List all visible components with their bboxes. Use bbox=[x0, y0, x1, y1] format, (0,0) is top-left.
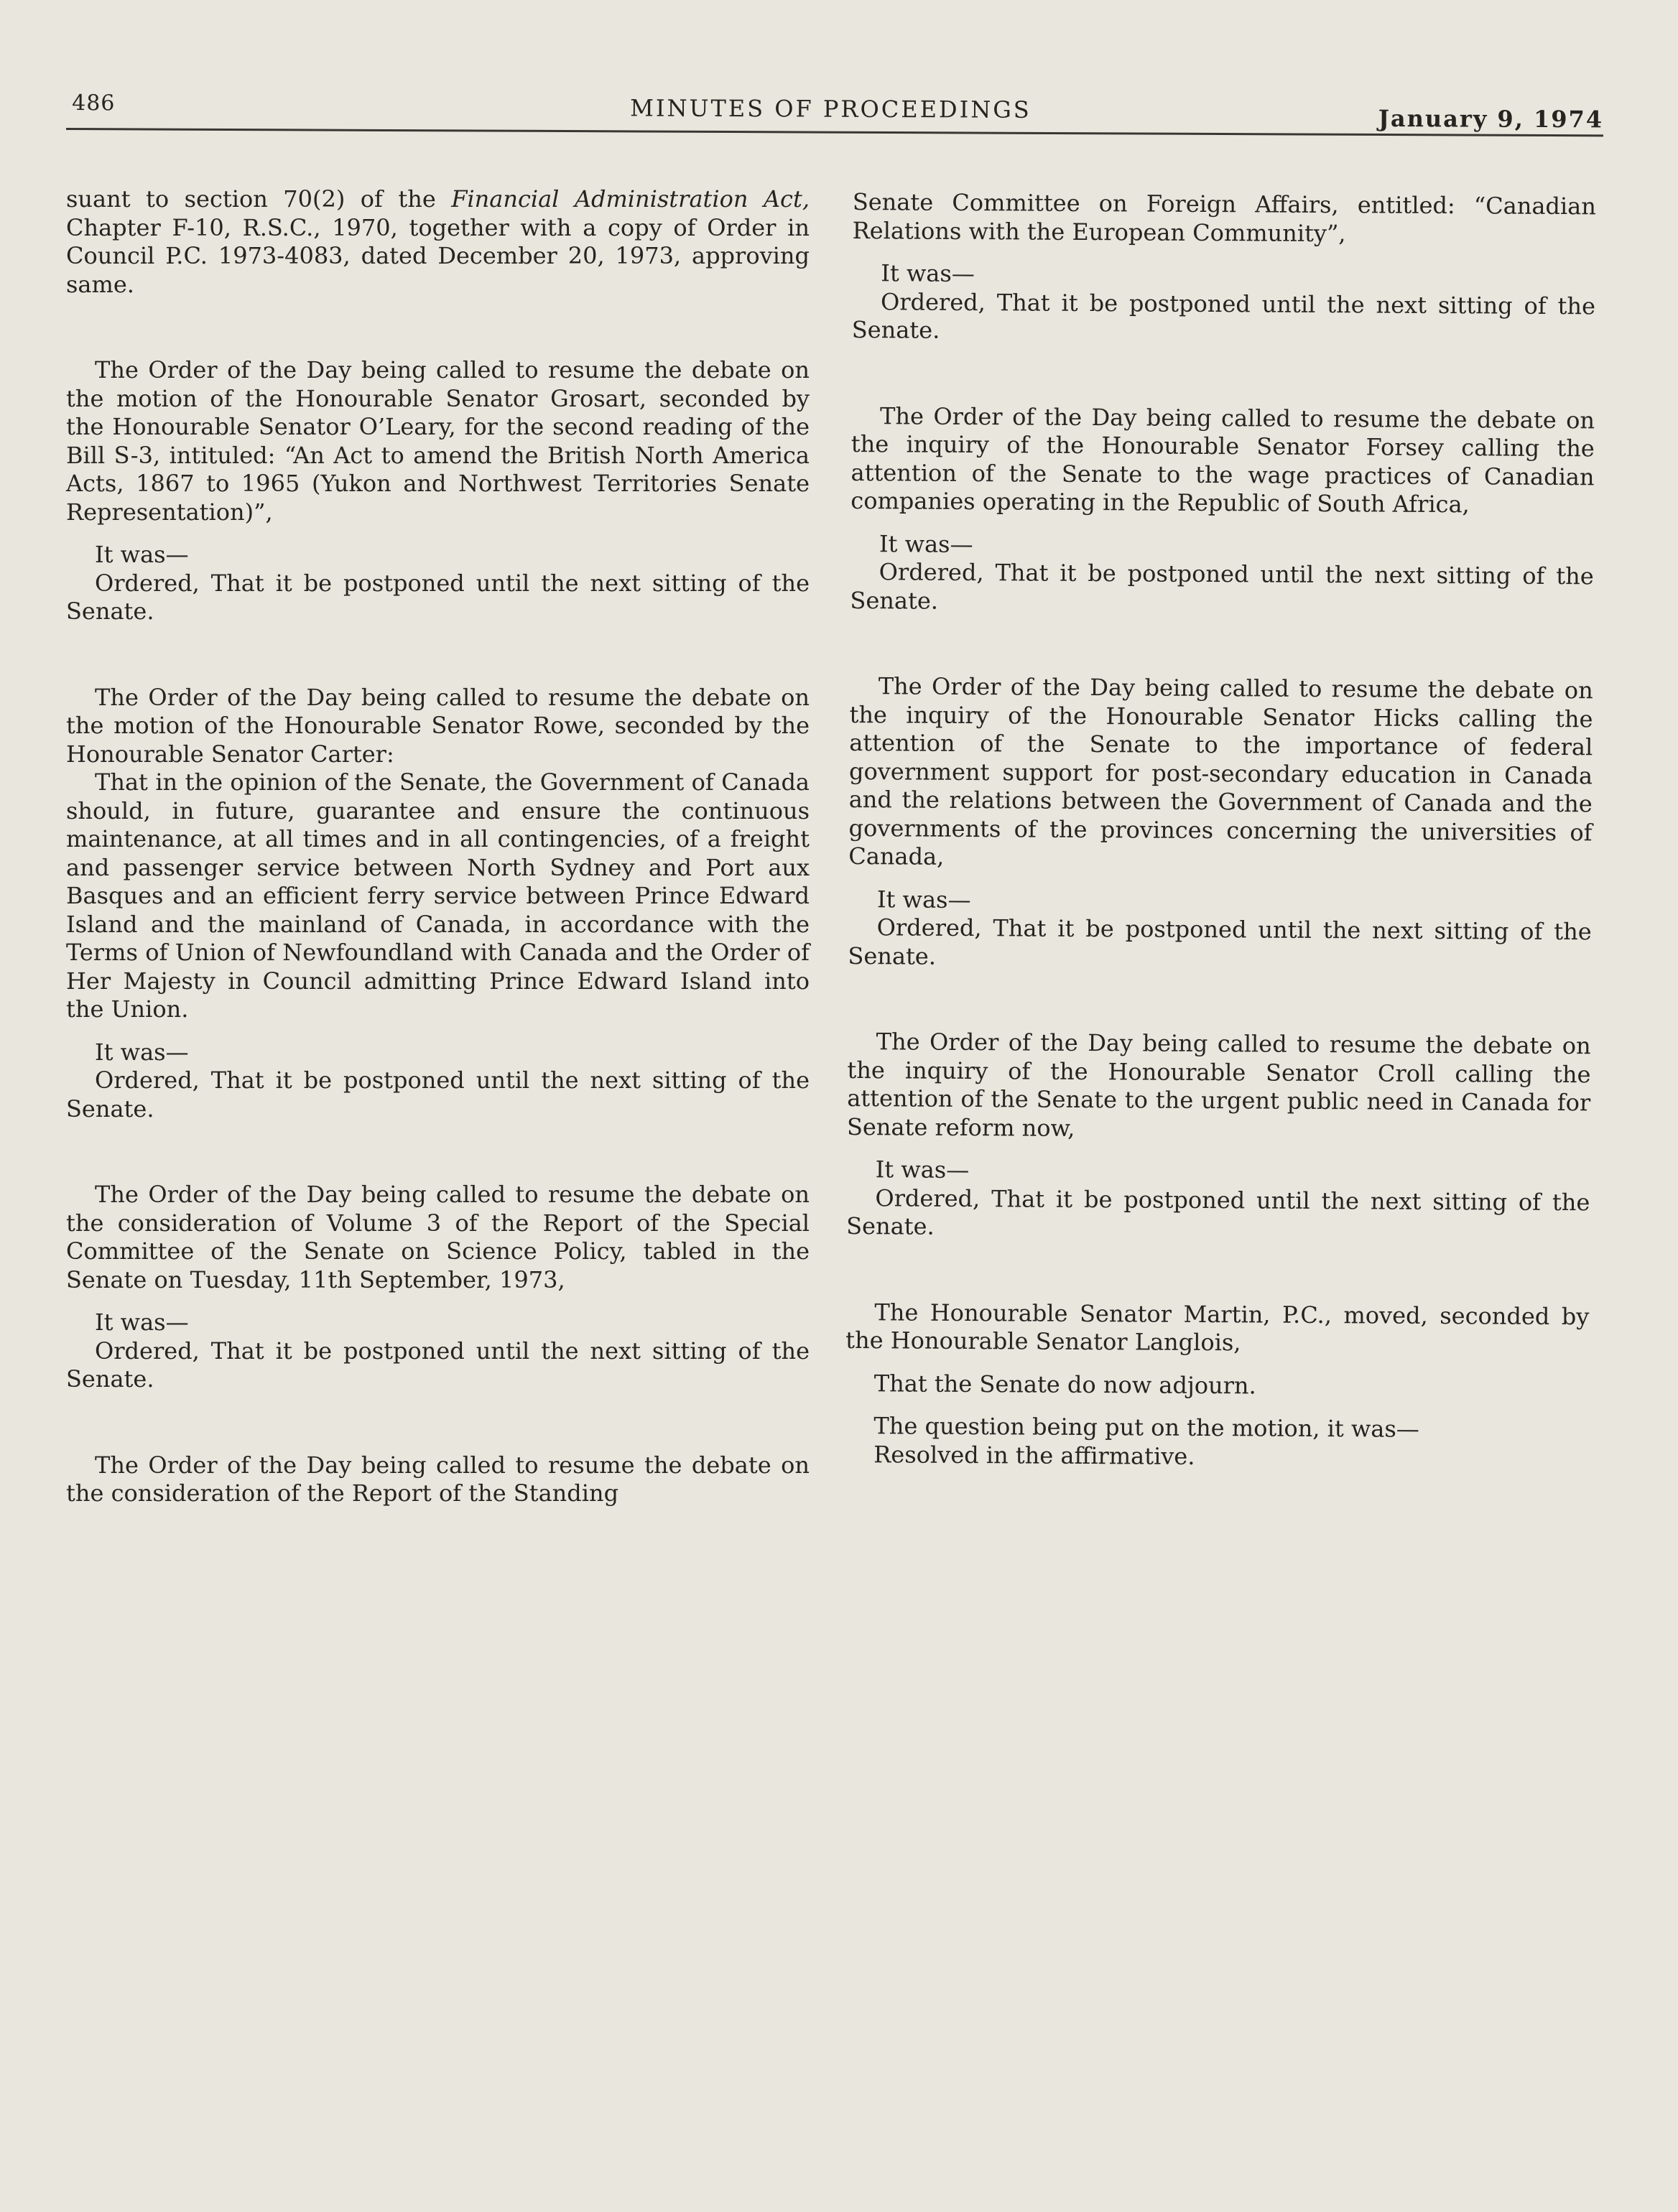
paragraph-continuation: suant to section 70(2) of the Financial Administration Act, Chapter F-10, R.S.C., 1970, together with a copy of Order in Council P.C. 1973-4083, dated December 20, 1973, approving same. bbox=[66, 185, 810, 298]
ordered-postponed: Ordered, That it be postponed until the next sitting of the Senate. bbox=[848, 914, 1592, 970]
order-of-day-science-policy: The Order of the Day being called to resume the debate on the consideration of Volume 3 of the Report of the Special Committee of the Senate on Science Policy, tabled in the Senate on Tuesday, 11th September, 1973, bbox=[66, 1181, 810, 1293]
it-was: It was— bbox=[876, 885, 971, 914]
order-of-day-forsey: The Order of the Day being called to resume the debate on the inquiry of the Honourable Senator Forsey calling the attention of the Senate to the wage practices of Canadian companies operating in the Republic of South Africa, bbox=[850, 401, 1595, 519]
order-of-day-rowe: The Order of the Day being called to resume the debate on the motion of the Honourable Senator Rowe, seconded by the Honourable Senator Carter: bbox=[66, 683, 810, 768]
running-title: MINUTES OF PROCEEDINGS bbox=[630, 94, 1032, 124]
header-date: January 9, 1974 bbox=[1378, 104, 1604, 134]
it-was: It was— bbox=[875, 1156, 970, 1184]
page-header bbox=[66, 85, 1603, 136]
ordered-postponed: Ordered, That it be postponed until the next sitting of the Senate. bbox=[66, 1337, 810, 1393]
act-title: Financial Administration Act, bbox=[451, 185, 810, 213]
order-of-day-croll: The Order of the Day being called to resume the debate on the inquiry of the Honourable Senator Croll calling the attention of the Senate to the urgent public need in Canada for Senate reform now, bbox=[846, 1028, 1591, 1142]
it-was: It was— bbox=[95, 541, 189, 568]
left-column bbox=[66, 185, 810, 1508]
order-of-day-grosart: The Order of the Day being called to resume the debate on the motion of the Honourable Senator Grosart, seconded by the Honourable Senator O’Leary, for the second reading of the Bill S-3, intituled: “An Act to amend the British North America Acts, 1867 to 1965 (Yukon and Northwest Territories Senate Representation)”, bbox=[66, 356, 810, 526]
adjourn-text: That the Senate do now adjourn. bbox=[873, 1369, 1256, 1399]
page-number: 486 bbox=[72, 90, 116, 116]
motion-text: That in the opinion of the Senate, the Government of Canada should, in future, guarantee and ensure the continuous maintenance, at all times and in all contingencies, of a freight and passenger service between North Sydney and Port aux Basques and an efficient ferry service between Prince Edward Island and the mainland of Canada, in accordance with the Terms of Union of Newfoundland with Canada and the Order of Her Majesty in Council admitting Prince Edward Island into the Union. bbox=[66, 768, 810, 1023]
it-was: It was— bbox=[95, 1309, 189, 1336]
order-of-day-hicks: The Order of the Day being called to resume the debate on the inquiry of the Honourable Senator Hicks calling the attention of the Senate to the importance of federal government support for post-secondary education in Canada and the relations between the Government of Canada and the governments of the provinces concerning the universities of Canada, bbox=[848, 672, 1593, 870]
question-put: The question being put on the motion, it was— bbox=[873, 1412, 1419, 1443]
resolved-affirmative: Resolved in the affirmative. bbox=[873, 1440, 1195, 1470]
order-of-day-foreign-affairs: The Order of the Day being called to resume the debate on the consideration of the Report of the Standing bbox=[66, 1451, 810, 1507]
adjournment-motion: The Honourable Senator Martin, P.C., moved, seconded by the Honourable Senator Langlois, bbox=[845, 1298, 1590, 1357]
it-was: It was— bbox=[95, 1038, 189, 1066]
ordered-postponed: Ordered, That it be postponed until the next sitting of the Senate. bbox=[851, 287, 1596, 344]
ordered-postponed: Ordered, That it be postponed until the next sitting of the Senate. bbox=[850, 558, 1594, 615]
it-was: It was— bbox=[879, 529, 973, 558]
ordered-postponed: Ordered, That it be postponed until the next sitting of the Senate. bbox=[66, 569, 810, 625]
ordered-postponed: Ordered, That it be postponed until the next sitting of the Senate. bbox=[66, 1066, 810, 1123]
it-was: It was— bbox=[881, 259, 975, 288]
right-column bbox=[845, 188, 1596, 1473]
paragraph-continuation: Senate Committee on Foreign Affairs, entitled: “Canadian Relations with the European Community”, bbox=[852, 188, 1596, 247]
ordered-postponed: Ordered, That it be postponed until the next sitting of the Senate. bbox=[846, 1184, 1590, 1240]
